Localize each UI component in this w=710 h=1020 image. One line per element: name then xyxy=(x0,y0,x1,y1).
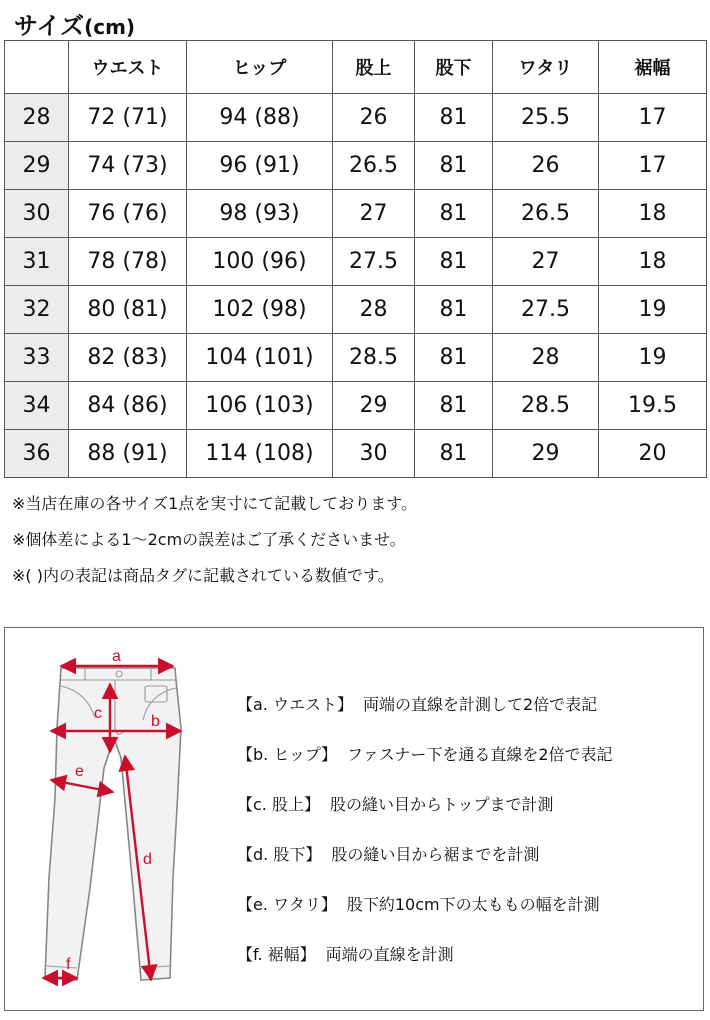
cell-inseam: 81 xyxy=(415,94,493,142)
cell-thigh: 26.5 xyxy=(493,190,599,238)
cell-hem: 20 xyxy=(599,430,707,478)
label-c: c xyxy=(94,705,102,722)
cell-thigh: 28 xyxy=(493,334,599,382)
legend-key: 【a. ウエスト】 xyxy=(237,695,353,714)
table-row xyxy=(5,190,707,238)
cell-inseam: 81 xyxy=(415,238,493,286)
cell-rise: 26 xyxy=(333,94,415,142)
cell-rise: 28 xyxy=(333,286,415,334)
cell-thigh: 27 xyxy=(493,238,599,286)
cell-rise: 30 xyxy=(333,430,415,478)
cell-hip: 98 (93) xyxy=(187,190,333,238)
cell-hem: 18 xyxy=(599,238,707,286)
cell-hem: 17 xyxy=(599,142,707,190)
cell-size: 31 xyxy=(5,238,69,286)
cell-hip: 94 (88) xyxy=(187,94,333,142)
cell-size: 28 xyxy=(5,94,69,142)
header-hip: ヒップ xyxy=(187,41,333,94)
cell-hem: 17 xyxy=(599,94,707,142)
cell-size: 33 xyxy=(5,334,69,382)
header-thigh: ワタリ xyxy=(493,41,599,94)
legend-item-inseam xyxy=(237,830,613,880)
table-row xyxy=(5,382,707,430)
table-body xyxy=(5,94,707,478)
legend-desc: 股下約10cm下の太ももの幅を計測 xyxy=(346,895,600,914)
table-row xyxy=(5,334,707,382)
legend-key: 【d. 股下】 xyxy=(237,845,322,864)
table-header-row xyxy=(5,41,707,94)
cell-waist: 84 (86) xyxy=(69,382,187,430)
title-main: サイズ xyxy=(14,12,85,40)
cell-size: 32 xyxy=(5,286,69,334)
header-hem: 裾幅 xyxy=(599,41,707,94)
legend-desc: ファスナー下を通る直線を2倍で表記 xyxy=(347,745,613,764)
cell-inseam: 81 xyxy=(415,382,493,430)
cell-hip: 114 (108) xyxy=(187,430,333,478)
table-row xyxy=(5,286,707,334)
label-d: d xyxy=(143,851,152,868)
cell-inseam: 81 xyxy=(415,190,493,238)
cell-hem: 18 xyxy=(599,190,707,238)
cell-waist: 76 (76) xyxy=(69,190,187,238)
measurement-legend xyxy=(237,680,613,980)
cell-hip: 100 (96) xyxy=(187,238,333,286)
cell-rise: 27.5 xyxy=(333,238,415,286)
legend-desc: 股の縫い目からトップまで計測 xyxy=(329,795,554,814)
table-row xyxy=(5,430,707,478)
table-row xyxy=(5,238,707,286)
cell-thigh: 29 xyxy=(493,430,599,478)
cell-rise: 26.5 xyxy=(333,142,415,190)
header-waist: ウエスト xyxy=(69,41,187,94)
legend-key: 【c. 股上】 xyxy=(237,795,320,814)
cell-thigh: 25.5 xyxy=(493,94,599,142)
cell-hem: 19 xyxy=(599,334,707,382)
cell-waist: 88 (91) xyxy=(69,430,187,478)
label-f: f xyxy=(66,956,71,973)
legend-item-rise xyxy=(237,780,613,830)
label-a: a xyxy=(112,648,121,665)
cell-rise: 29 xyxy=(333,382,415,430)
label-e: e xyxy=(75,763,84,780)
cell-size: 29 xyxy=(5,142,69,190)
header-rise: 股上 xyxy=(333,41,415,94)
legend-item-waist xyxy=(237,680,613,730)
cell-waist: 80 (81) xyxy=(69,286,187,334)
notes xyxy=(12,486,702,594)
cell-inseam: 81 xyxy=(415,430,493,478)
cell-hip: 102 (98) xyxy=(187,286,333,334)
cell-waist: 72 (71) xyxy=(69,94,187,142)
page-title xyxy=(14,6,135,41)
jeans-diagram xyxy=(5,628,235,1012)
note-line: ※個体差による1〜2cmの誤差はご了承くださいませ。 xyxy=(12,530,406,549)
legend-key: 【e. ワタリ】 xyxy=(237,895,337,914)
cell-hip: 96 (91) xyxy=(187,142,333,190)
cell-waist: 82 (83) xyxy=(69,334,187,382)
legend-key: 【f. 裾幅】 xyxy=(237,945,316,964)
cell-thigh: 26 xyxy=(493,142,599,190)
size-table xyxy=(4,40,707,478)
cell-size: 30 xyxy=(5,190,69,238)
cell-hip: 104 (101) xyxy=(187,334,333,382)
cell-waist: 74 (73) xyxy=(69,142,187,190)
cell-rise: 28.5 xyxy=(333,334,415,382)
title-unit: (cm) xyxy=(84,15,136,39)
label-b: b xyxy=(151,713,160,730)
cell-hem: 19.5 xyxy=(599,382,707,430)
table-row xyxy=(5,142,707,190)
jeans-outline xyxy=(45,668,181,980)
legend-desc: 股の縫い目から裾までを計測 xyxy=(331,845,540,864)
legend-item-hem xyxy=(237,930,613,980)
legend-item-thigh xyxy=(237,880,613,930)
legend-item-hip xyxy=(237,730,613,780)
cell-hem: 19 xyxy=(599,286,707,334)
header-inseam: 股下 xyxy=(415,41,493,94)
table-row xyxy=(5,94,707,142)
cell-rise: 27 xyxy=(333,190,415,238)
cell-size: 36 xyxy=(5,430,69,478)
legend-key: 【b. ヒップ】 xyxy=(237,745,338,764)
note-line: ※( )内の表記は商品タグに記載されている数値です。 xyxy=(12,566,394,585)
cell-thigh: 27.5 xyxy=(493,286,599,334)
cell-hip: 106 (103) xyxy=(187,382,333,430)
cell-inseam: 81 xyxy=(415,334,493,382)
cell-size: 34 xyxy=(5,382,69,430)
note-line: ※当店在庫の各サイズ1点を実寸にて記載しております。 xyxy=(12,494,418,513)
cell-thigh: 28.5 xyxy=(493,382,599,430)
legend-desc: 両端の直線を計測 xyxy=(325,945,454,964)
header-corner xyxy=(5,41,69,94)
measurement-guide xyxy=(4,627,704,1011)
legend-desc: 両端の直線を計測して2倍で表記 xyxy=(362,695,598,714)
cell-waist: 78 (78) xyxy=(69,238,187,286)
cell-inseam: 81 xyxy=(415,286,493,334)
cell-inseam: 81 xyxy=(415,142,493,190)
